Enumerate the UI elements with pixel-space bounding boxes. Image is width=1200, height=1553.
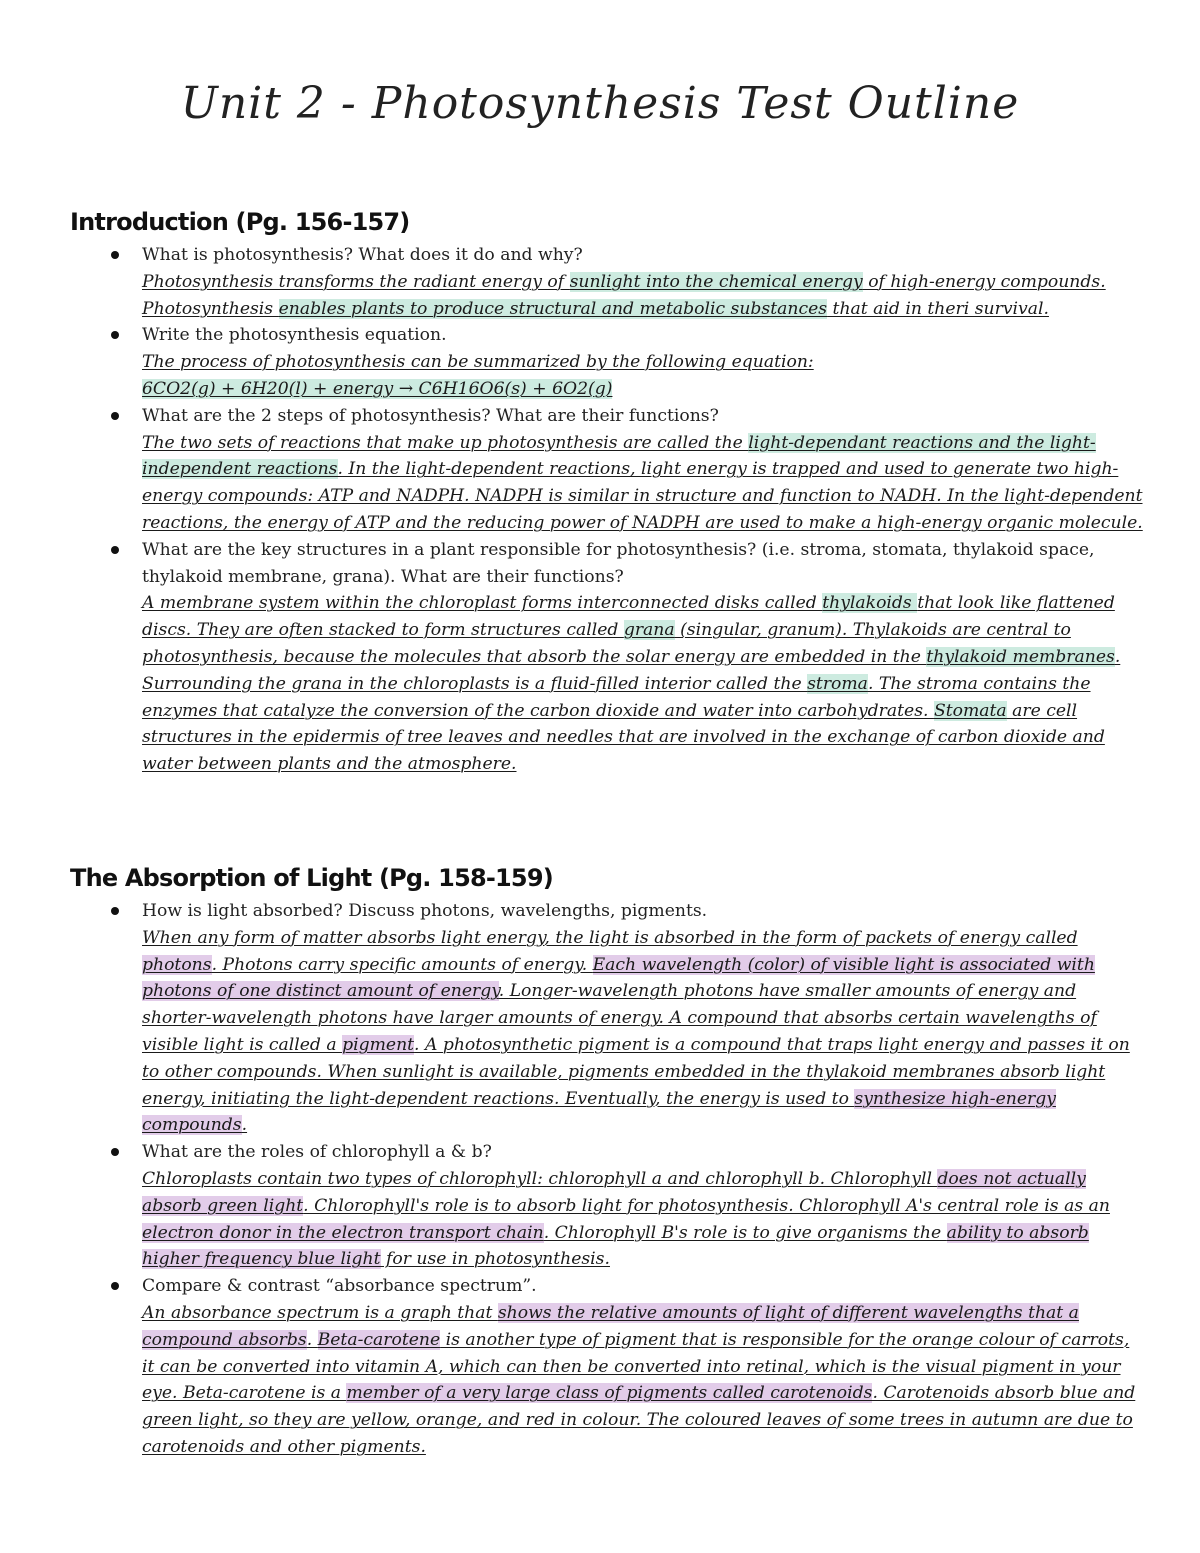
highlighted-text: Each wavelength (color) of visible light is associated with photons of one distinct amount of energy bbox=[142, 954, 1095, 1002]
outline-item bbox=[105, 537, 1145, 778]
answer-text: . Surrounding the grana in the chloroplasts is a fluid-filled interior called the bbox=[142, 646, 1121, 694]
bullet-icon bbox=[111, 907, 119, 915]
section-list-introduction bbox=[105, 242, 1145, 778]
highlighted-text: does not actually absorb green light bbox=[142, 1168, 1086, 1216]
highlighted-text: grana bbox=[623, 620, 675, 641]
highlighted-text: stroma bbox=[807, 673, 868, 694]
section-heading-absorption-of-light: The Absorption of Light (Pg. 158-159) bbox=[70, 864, 553, 892]
highlighted-text: photons bbox=[142, 954, 212, 975]
answer-text: . Chlorophyll B's role is to give organisms the bbox=[543, 1222, 947, 1243]
highlighted-text: shows the relative amounts of light of different wavelengths that a compound absorbs bbox=[142, 1302, 1079, 1350]
answer-text: that aid in theri survival. bbox=[827, 298, 1049, 319]
outline-answer bbox=[142, 430, 1145, 537]
answer-text: The process of photosynthesis can be summarized by the following equation: bbox=[142, 352, 814, 373]
outline-answer bbox=[142, 1300, 1145, 1461]
section-heading-introduction: Introduction (Pg. 156-157) bbox=[70, 208, 410, 236]
outline-answer bbox=[142, 590, 1145, 778]
answer-text: (singular, granum). Thylakoids are central to photosynthesis, because the molecules that absorb the solar energy are embedded in the bbox=[142, 620, 1071, 667]
outline-answer bbox=[142, 1166, 1145, 1273]
highlighted-text: pigment bbox=[342, 1034, 415, 1055]
outline-question: Compare & contrast “absorbance spectrum”. bbox=[142, 1276, 537, 1297]
bullet-icon bbox=[111, 1282, 119, 1290]
bullet-icon bbox=[111, 1148, 119, 1156]
answer-text: . In the light-dependent reactions, light energy is trapped and used to generate two high-energy compounds: ATP and NADPH. NADPH is similar in structure and function to NADH. In the light-dependent reactions, the energy of ATP and the reducing power of NADPH are used to make a high-energy organic molecule. bbox=[142, 459, 1143, 533]
outline-question: What are the 2 steps of photosynthesis? What are their functions? bbox=[142, 405, 719, 426]
answer-text: of high-energy compounds. Photosynthesis bbox=[142, 271, 1106, 319]
answer-text: . Carotenoids absorb blue and green light, so they are yellow, orange, and red in colour. The coloured leaves of some trees in autumn are due to carotenoids and other pigments. bbox=[142, 1383, 1136, 1457]
answer-text: . A photosynthetic pigment is a compound that traps light energy and passes it on to other compounds. When sunlight is available, pigments embedded in the thylakoid membranes absorb light energy, initiating the light-dependent reactions. Eventually, the energy is used to bbox=[142, 1034, 1130, 1109]
outline-item bbox=[105, 322, 1145, 402]
highlighted-text: enables plants to produce structural and metabolic substances bbox=[278, 298, 828, 319]
answer-text: Chloroplasts contain two types of chlorophyll: chlorophyll a and chlorophyll b. Chlorophyll bbox=[142, 1168, 938, 1189]
highlighted-text: Stomata bbox=[933, 700, 1007, 721]
outline-question: What are the key structures in a plant responsible for photosynthesis? (i.e. stroma, stomata, thylakoid space, thylakoid membrane, grana). What are their functions? bbox=[142, 539, 1095, 587]
highlighted-text: light-dependant reactions and the light-independent reactions bbox=[142, 432, 1096, 480]
answer-text: An absorbance spectrum is a graph that bbox=[142, 1302, 498, 1323]
highlighted-text: electron donor in the electron transport chain bbox=[142, 1222, 544, 1243]
bullet-icon bbox=[111, 412, 119, 420]
highlighted-text: Beta-carotene bbox=[317, 1329, 441, 1350]
answer-text: is another type of pigment that is responsible for the orange colour of carrots, it can be converted into vitamin A, which can then be converted into retinal, which is the visual pigment in your eye. Beta-carotene is a bbox=[142, 1329, 1130, 1404]
answer-text: When any form of matter absorbs light energy, the light is absorbed in the form of packets of energy called bbox=[142, 927, 1078, 948]
answer-text: . Longer-wavelength photons have smaller amounts of energy and shorter-wavelength photons have larger amounts of energy. A compound that absorbs certain wavelengths of visible light is called a bbox=[142, 981, 1097, 1055]
bullet-icon bbox=[111, 546, 119, 554]
section-list-absorption-of-light bbox=[105, 898, 1145, 1461]
answer-text: The two sets of reactions that make up photosynthesis are called the bbox=[142, 432, 749, 453]
answer-text: that look like flattened discs. They are often stacked to form structures called bbox=[142, 593, 1115, 641]
bullet-icon bbox=[111, 331, 119, 339]
outline-answer bbox=[142, 925, 1145, 1139]
outline-question: What is photosynthesis? What does it do and why? bbox=[142, 245, 583, 265]
answer-text: are cell structures in the epidermis of tree leaves and needles that are involved in the exchange of carbon dioxide and water between plants and the atmosphere. bbox=[142, 700, 1105, 775]
highlighted-text: 6CO2(g) + 6H20(l) + energy → C6H16O6(s) + 6O2(g) bbox=[142, 378, 613, 399]
highlighted-text: ability to absorb higher frequency blue light bbox=[142, 1222, 1089, 1270]
outline-answer bbox=[142, 269, 1145, 323]
highlighted-text: thylakoids bbox=[822, 593, 918, 614]
highlighted-text: synthesize high-energy compounds bbox=[142, 1088, 1056, 1136]
outline-answer bbox=[142, 349, 1145, 403]
outline-item bbox=[105, 898, 1145, 1139]
outline-question: How is light absorbed? Discuss photons, wavelengths, pigments. bbox=[142, 901, 708, 921]
highlighted-text: member of a very large class of pigments called carotenoids bbox=[346, 1383, 873, 1404]
outline-item bbox=[105, 242, 1145, 322]
outline-item bbox=[105, 1139, 1145, 1273]
outline-question: Write the photosynthesis equation. bbox=[142, 325, 447, 346]
page-title: Unit 2 - Photosynthesis Test Outline bbox=[180, 78, 1020, 129]
answer-text: for use in photosynthesis. bbox=[380, 1249, 610, 1270]
answer-text: . bbox=[241, 1115, 248, 1136]
outline-item bbox=[105, 403, 1145, 537]
highlighted-text: thylakoid membranes bbox=[926, 646, 1115, 667]
answer-text: Photosynthesis transforms the radiant energy of bbox=[142, 271, 570, 292]
highlighted-text: sunlight into the chemical energy bbox=[569, 271, 863, 292]
answer-text: . The stroma contains the enzymes that catalyze the conversion of the carbon dioxide and water into carbohydrates. bbox=[142, 673, 1091, 721]
answer-text: A membrane system within the chloroplast forms interconnected disks called bbox=[142, 593, 823, 614]
outline-item bbox=[105, 1273, 1145, 1461]
answer-text: . Chlorophyll's role is to absorb light for photosynthesis. Chlorophyll A's central role is as an bbox=[303, 1195, 1110, 1216]
bullet-icon bbox=[111, 251, 119, 259]
answer-text: . bbox=[306, 1329, 318, 1350]
outline-question: What are the roles of chlorophyll a & b? bbox=[142, 1142, 492, 1163]
answer-text: . Photons carry specific amounts of energy. bbox=[211, 954, 593, 975]
